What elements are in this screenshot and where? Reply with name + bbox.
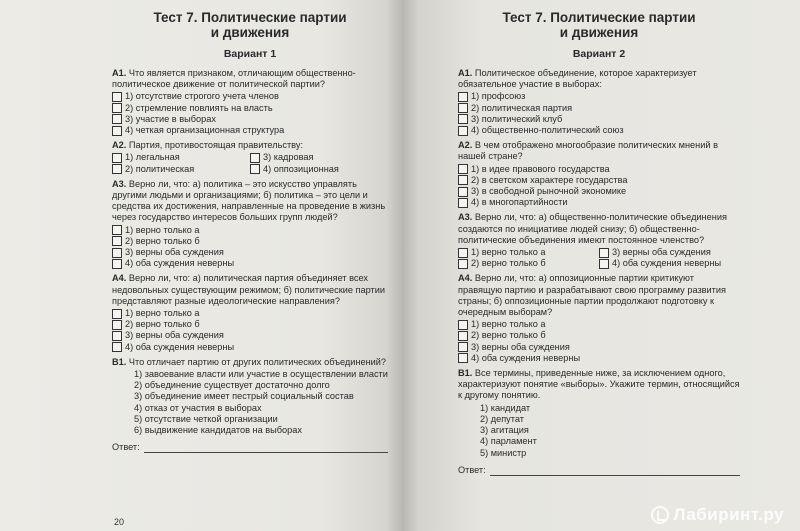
list-item: 2) объединение существует достаточно долго [134, 380, 330, 391]
answer-option[interactable]: 2) верно только б [112, 236, 388, 247]
answer-option[interactable]: 3) верны оба суждения [112, 247, 388, 258]
answer-field[interactable] [458, 465, 740, 476]
checkbox[interactable] [458, 126, 468, 136]
answer-option[interactable]: 3) политический клуб [458, 114, 740, 125]
answer-option[interactable]: 1) в идее правового государства [458, 164, 740, 175]
answer-option[interactable]: 3) верны оба суждения [112, 330, 388, 341]
answer-option[interactable]: 4) четкая организационная структура [112, 125, 388, 136]
question-b1: В1. Что отличает партию от других политических объединений? [112, 356, 387, 367]
answer-option[interactable]: 4) оба суждения неверны [112, 342, 388, 353]
variant-heading: Вариант 2 [572, 48, 626, 60]
checkbox[interactable] [458, 114, 468, 124]
answer-option[interactable]: 2) верно только б [458, 330, 740, 341]
question-a4: А4. Верно ли, что: а) оппозиционные партии критикуют правящую партию и разрабатывают свою программу развития страны; б) оппозиционные партии продолжают подготовку к очередным выборам? [458, 273, 726, 318]
checkbox[interactable] [458, 175, 468, 185]
checkbox[interactable] [458, 331, 468, 341]
checkbox[interactable] [112, 92, 122, 102]
question-a2: А2. В чем отображено многообразие политических мнений в нашей стране? [458, 140, 718, 162]
answer-line[interactable] [144, 444, 388, 453]
answer-option[interactable]: 4) оба суждения неверны [112, 258, 388, 269]
list-item: 5) министр [480, 447, 527, 458]
answer-label: Ответ: [112, 442, 140, 453]
answer-option[interactable]: 1) легальная [112, 152, 250, 163]
checkbox[interactable] [458, 248, 468, 258]
answer-field[interactable] [112, 442, 388, 453]
checkbox[interactable] [458, 353, 468, 363]
answer-option[interactable]: 2) политическая [112, 164, 250, 175]
page-title: Тест 7. Политические партии и движения [502, 10, 696, 40]
checkbox[interactable] [112, 259, 122, 269]
answer-option[interactable]: 4) оппозиционная [250, 164, 388, 175]
question-a1: А1. Политическое объединение, которое характеризует обязательное участие в выборах: [458, 68, 697, 90]
answer-option[interactable]: 1) верно только а [458, 247, 599, 258]
answer-option[interactable]: 3) верны оба суждения [458, 342, 740, 353]
answer-option[interactable]: 2) стремление повлиять на власть [112, 103, 388, 114]
page-title: Тест 7. Политические партии и движения [153, 10, 347, 40]
list-item: 4) отказ от участия в выборах [134, 402, 262, 413]
page-number: 20 [114, 517, 125, 527]
checkbox[interactable] [250, 164, 260, 174]
watermark: Лабиринт.ру [651, 505, 784, 525]
list-item: 1) завоевание власти или участие в осуществлении власти [134, 369, 388, 380]
answer-option[interactable]: 2) в светском характере государства [458, 175, 740, 186]
checkbox[interactable] [599, 248, 609, 258]
question-a2: А2. Партия, противостоящая правительству: [112, 140, 304, 151]
checkbox[interactable] [458, 164, 468, 174]
list-item: 5) отсутствие четкой организации [134, 413, 278, 424]
question-a1: А1. Что является признаком, отличающим общественно-политическое движение от политической партии? [112, 68, 356, 90]
checkbox[interactable] [112, 103, 122, 113]
checkbox[interactable] [112, 153, 122, 163]
list-item: 2) депутат [480, 413, 524, 424]
answer-option[interactable]: 2) верно только б [112, 319, 388, 330]
answer-option[interactable]: 1) профсоюз [458, 91, 740, 102]
answer-option[interactable]: 2) верно только б [458, 258, 599, 269]
question-a3: А3. Верно ли, что: а) общественно-политические объединения создаются по инициативе людей снизу; б) общественно-политические объединения имеют постоянное членство? [458, 212, 727, 245]
checkbox[interactable] [112, 331, 122, 341]
labirint-logo-icon [651, 506, 669, 524]
list-item: 4) парламент [480, 436, 537, 447]
checkbox[interactable] [458, 187, 468, 197]
answer-option[interactable]: 3) верны оба суждения [599, 247, 740, 258]
answer-option[interactable]: 3) участие в выборах [112, 114, 388, 125]
answer-option[interactable]: 1) верно только а [112, 308, 388, 319]
checkbox[interactable] [250, 153, 260, 163]
question-a4: А4. Верно ли, что: а) политическая партия объединяет всех недовольных существующим режимом; б) политические партии представляют разные идеологические направления? [112, 273, 385, 306]
answer-option[interactable]: 3) в свободной рыночной экономике [458, 186, 740, 197]
checkbox[interactable] [458, 320, 468, 330]
checkbox[interactable] [458, 198, 468, 208]
answer-line[interactable] [490, 467, 740, 476]
answer-option[interactable]: 4) в многопартийности [458, 197, 740, 208]
list-item: 6) выдвижение кандидатов на выборах [134, 425, 302, 436]
checkbox[interactable] [112, 309, 122, 319]
list-item: 1) кандидат [480, 402, 531, 413]
answer-option[interactable]: 1) верно только а [458, 319, 740, 330]
checkbox[interactable] [112, 342, 122, 352]
answer-option[interactable]: 4) оба суждения неверны [599, 258, 740, 269]
answer-option[interactable]: 4) общественно-политический союз [458, 125, 740, 136]
answer-option[interactable]: 1) верно только а [112, 225, 388, 236]
checkbox[interactable] [458, 259, 468, 269]
checkbox[interactable] [112, 164, 122, 174]
question-b1: В1. Все термины, приведенные ниже, за исключением одного, характеризуют понятие «выборы». Укажите термин, относящийся к другому понятию. [458, 368, 740, 401]
answer-option[interactable]: 3) кадровая [250, 152, 388, 163]
list-item: 3) объединение имеет пестрый социальный состав [134, 391, 354, 402]
checkbox[interactable] [458, 342, 468, 352]
variant-heading: Вариант 1 [223, 48, 277, 60]
answer-label: Ответ: [458, 464, 486, 475]
checkbox[interactable] [458, 92, 468, 102]
checkbox[interactable] [112, 225, 122, 235]
answer-option[interactable]: 2) политическая партия [458, 103, 740, 114]
right-page [402, 0, 800, 531]
list-item: 3) агитация [480, 425, 529, 436]
checkbox[interactable] [112, 248, 122, 258]
question-a3: А3. Верно ли, что: а) политика – это искусство управлять другими людьми и организациями; б) политика – это цели и средства их достижения, направленные на проведение в жизнь через государство интересов больших групп людей? [112, 178, 386, 223]
checkbox[interactable] [112, 114, 122, 124]
checkbox[interactable] [112, 320, 122, 330]
answer-option[interactable]: 1) отсутствие строгого учета членов [112, 91, 388, 102]
checkbox[interactable] [112, 236, 122, 246]
checkbox[interactable] [599, 259, 609, 269]
answer-option[interactable]: 4) оба суждения неверны [458, 353, 740, 364]
checkbox[interactable] [458, 103, 468, 113]
checkbox[interactable] [112, 126, 122, 136]
